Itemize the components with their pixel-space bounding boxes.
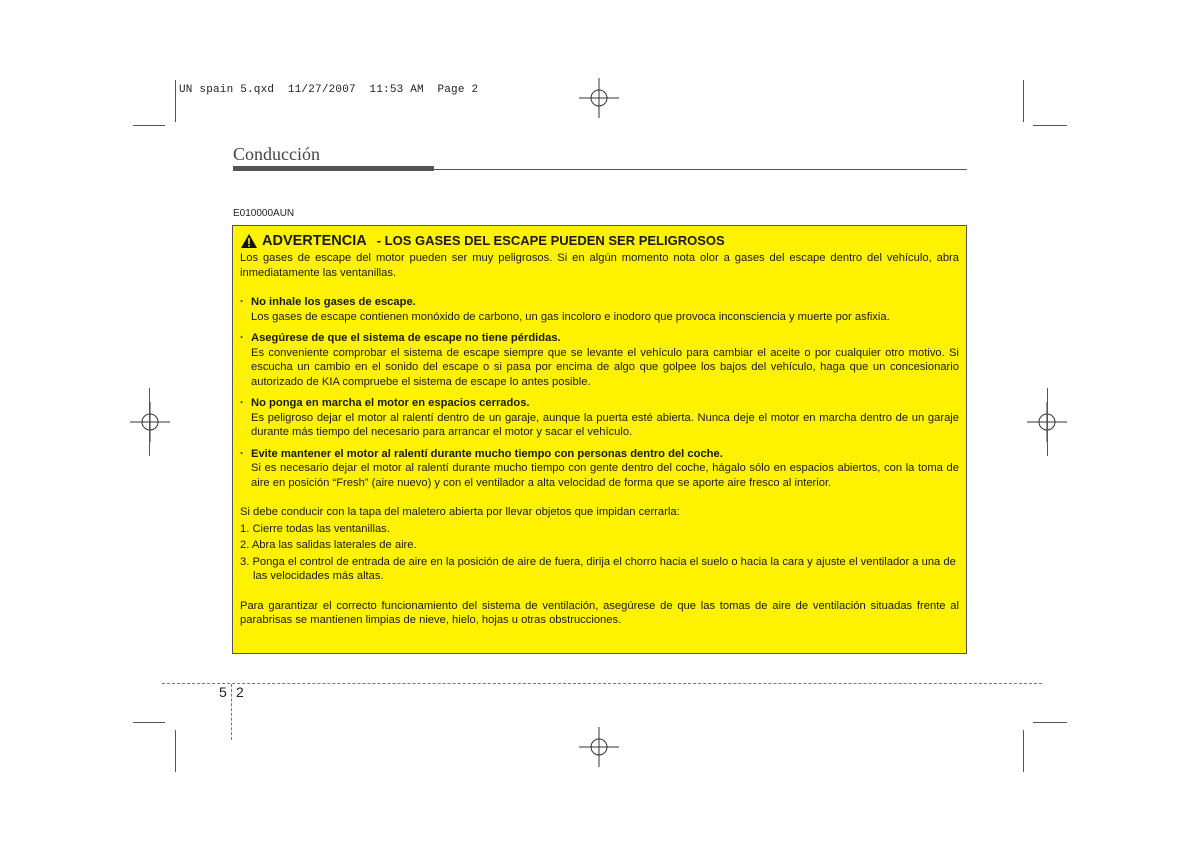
list-item: 3. Ponga el control de entrada de aire en la posición de aire de fuera, dirija el chorro hacia el suelo o hacia la cara y ajuste el ventilador a una de las velocidades más altas. [240,555,956,582]
crop-mark-br-v [1023,730,1024,772]
slug-line: UN spain 5.qxd 11/27/2007 11:53 AM Page 2 [179,84,479,96]
section-code: E010000AUN [233,208,295,219]
page-title: Conducción [233,144,320,164]
warning-intro: Los gases de escape del motor pueden ser muy peligrosos. Si en algún momento nota olor a gases del escape dentro del vehículo, abra inmediatamente las ventanillas. [240,252,959,279]
warning-triangle-icon [240,233,258,249]
crop-mark-tl-h [133,125,165,126]
footer-divider [231,684,232,740]
footer-rule [162,683,1042,684]
warning-box [232,225,967,654]
crop-mark-bl-v [175,730,176,772]
registration-mark-bottom-icon [579,727,619,767]
warning-label: ADVERTENCIA [262,232,367,249]
crop-mark-tr-h [1033,125,1067,126]
registration-mark-left-icon [130,402,170,442]
crop-mark-tl-v [175,80,176,122]
registration-mark-top-icon [579,78,619,118]
trunk-intro: Si debe conducir con la tapa del maletero abierta por llevar objetos que impidan cerrarla: [240,506,680,518]
chapter-number: 5 [219,684,227,700]
bullet-body: Es conveniente comprobar el sistema de escape siempre que se levante el vehículo para cambiar el aceite o por cualquier otro motivo. Si escucha un cambio en el sonido del escape o si pasa por encima de algo que golpee los bajos del vehículo, haga que un concesionario autorizado de KIA compruebe el sistema de escape lo antes posible. [251,346,959,388]
crop-mark-tr-v [1023,80,1024,122]
bullet-dot: · [240,397,244,409]
header-rule-accent [233,166,434,171]
page-number: 2 [236,684,244,700]
side-line-right [1047,388,1048,456]
crop-mark-bl-h [133,722,165,723]
warning-header [240,233,959,249]
bullet-title: · Asegúrese de que el sistema de escape no tiene pérdidas. [240,332,561,344]
bullet-body: Es peligroso dejar el motor al ralentí dentro de un garaje, aunque la puerta esté abierta. Nunca deje el motor en marcha dentro de un garaje durante más tiempo del necesario para arrancar el motor y sacar el vehículo. [251,411,959,438]
bullet-title: · No inhale los gases de escape. [240,296,416,308]
list-item: 1. Cierre todas las ventanillas. [240,522,390,535]
crop-mark-br-h [1033,722,1067,723]
list-item: 2. Abra las salidas laterales de aire. [240,539,417,551]
closing-note: Para garantizar el correcto funcionamiento del sistema de ventilación, asegúrese de que las tomas de aire de ventilación situadas frente al parabrisas se mantienen limpias de nieve, hielo, hojas u otras obstrucciones. [240,599,959,626]
bullet-dot: · [240,447,244,460]
bullet-body: Si es necesario dejar el motor al ralentí durante mucho tiempo con gente dentro del coche, hágalo sólo en espacios abiertos, con la toma de aire en posición “Fresh” (aire nuevo) y con el ventilador a alta velocidad de forma que se aporte aire fresco al interior. [251,462,959,489]
bullet-dot: · [240,296,244,308]
bullet-title: · Evite mantener el motor al ralentí durante mucho tiempo con personas dentro del coche. [240,447,723,460]
bullet-body: Los gases de escape contienen monóxido de carbono, un gas incoloro e inodoro que provoca inconsciencia y muerte por asfixia. [251,310,890,323]
side-line-left [149,388,150,456]
bullet-title: · No ponga en marcha el motor en espacios cerrados. [240,397,530,409]
warning-heading: - LOS GASES DEL ESCAPE PUEDEN SER PELIGROSOS [376,232,725,248]
bullet-dot: · [240,332,244,344]
